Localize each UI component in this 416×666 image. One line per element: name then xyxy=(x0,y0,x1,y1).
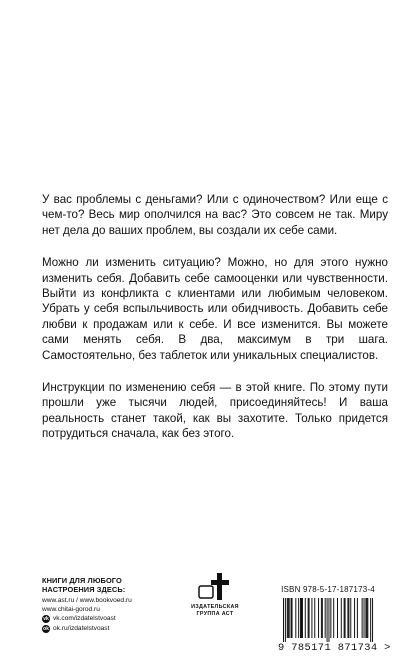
barcode-bar xyxy=(344,598,345,638)
barcode-bar xyxy=(285,598,286,642)
store-links-block xyxy=(42,576,162,634)
barcode-bar xyxy=(301,598,302,638)
barcode-bar xyxy=(365,598,366,638)
paragraph-change: Можно ли изменить ситуацию? Можно, но для этого нужно изменить себя. Добавить себе самооценки или чувственности. Выйти из конфликта с клиентами или любимым человеком. Убрать у себя вспыльчивость или обидчивость. Добавить себе любви к продажам или к себе. И все изменится. Вы можете сами менять себя. В два, максимум в три шага. Самостоятельно, без таблеток или уникальных специалистов. xyxy=(42,256,388,362)
barcode-bar xyxy=(321,598,322,638)
social-link-text: ok.ru/izdatelstvoast xyxy=(53,625,110,632)
barcode-bar xyxy=(372,598,373,642)
ok-icon: ok xyxy=(43,626,49,632)
barcode-icon xyxy=(278,598,378,642)
barcode-bar xyxy=(305,598,306,638)
publisher-logo xyxy=(185,572,245,618)
barcode-bar xyxy=(288,598,289,638)
social-link-ok[interactable] xyxy=(42,624,162,634)
store-link-chitai-gorod[interactable]: www.chitai-gorod.ru xyxy=(42,606,100,613)
barcode-bar xyxy=(295,598,296,638)
barcode-bar xyxy=(309,598,310,638)
barcode-bar xyxy=(341,598,342,638)
barcode-bar xyxy=(370,598,371,642)
barcode-bar xyxy=(311,598,312,638)
social-link-text: vk.com/izdatelstvoast xyxy=(53,615,116,622)
barcode-bar xyxy=(308,598,309,638)
barcode-bar xyxy=(289,598,290,638)
paragraph-instructions: Инструкции по изменению себя — в этой книге. По этому пути прошли уже тысячи людей, присоединяйтесь! И ваша реальность станет такой, как вы захотите. Только придется потрудиться сначала, как без этого. xyxy=(42,381,388,441)
paragraph-intro: У вас проблемы с деньгами? Или с одиночеством? Или еще с чем-то? Весь мир ополчился на вас? Это совсем не так. Миру нет дела до ваших проблем, вы создали их себе сами. xyxy=(42,193,388,237)
barcode-bar xyxy=(366,598,367,638)
barcode-bar xyxy=(287,598,288,638)
isbn-number: ISBN 978-5-17-187173-4 xyxy=(281,585,375,594)
barcode-bar xyxy=(318,598,319,638)
barcode-bar xyxy=(291,598,292,638)
social-link-vk[interactable] xyxy=(42,614,162,624)
ast-logo-icon xyxy=(198,572,232,602)
back-cover-text xyxy=(42,192,388,459)
barcode-bar xyxy=(350,598,351,638)
store-link-ast-bookvoed[interactable]: www.ast.ru / www.bookvoed.ru xyxy=(42,597,132,604)
barcode-digits: 9 785171 871734 > xyxy=(278,642,391,654)
barcode-bar xyxy=(367,598,368,638)
barcode-bar xyxy=(300,598,301,638)
store-links-title: КНИГИ ДЛЯ ЛЮБОГО НАСТРОЕНИЯ ЗДЕСЬ: xyxy=(42,576,126,594)
barcode-bar xyxy=(314,598,315,638)
barcode-bar xyxy=(354,598,355,638)
barcode-bar xyxy=(328,598,329,642)
barcode-bar xyxy=(298,598,299,638)
barcode-bar xyxy=(333,598,334,638)
barcode-bar xyxy=(330,598,331,638)
vk-icon: vk xyxy=(43,616,49,622)
barcode-bar xyxy=(357,598,358,638)
publisher-caption: ИЗДАТЕЛЬСКАЯ ГРУППА АСТ xyxy=(191,604,239,617)
barcode-bar xyxy=(345,598,346,638)
barcode-bar xyxy=(347,598,348,638)
barcode-bar xyxy=(322,598,323,638)
barcode-bar xyxy=(327,598,328,642)
barcode-bar xyxy=(362,598,363,638)
barcode-bar xyxy=(364,598,365,638)
barcode-bar xyxy=(292,598,293,638)
isbn-barcode-block xyxy=(278,585,391,654)
barcode-bar xyxy=(348,598,349,638)
barcode-bar xyxy=(337,598,338,638)
barcode-bar xyxy=(302,598,303,638)
barcode-bar xyxy=(325,598,326,638)
barcode-bar xyxy=(283,598,284,642)
